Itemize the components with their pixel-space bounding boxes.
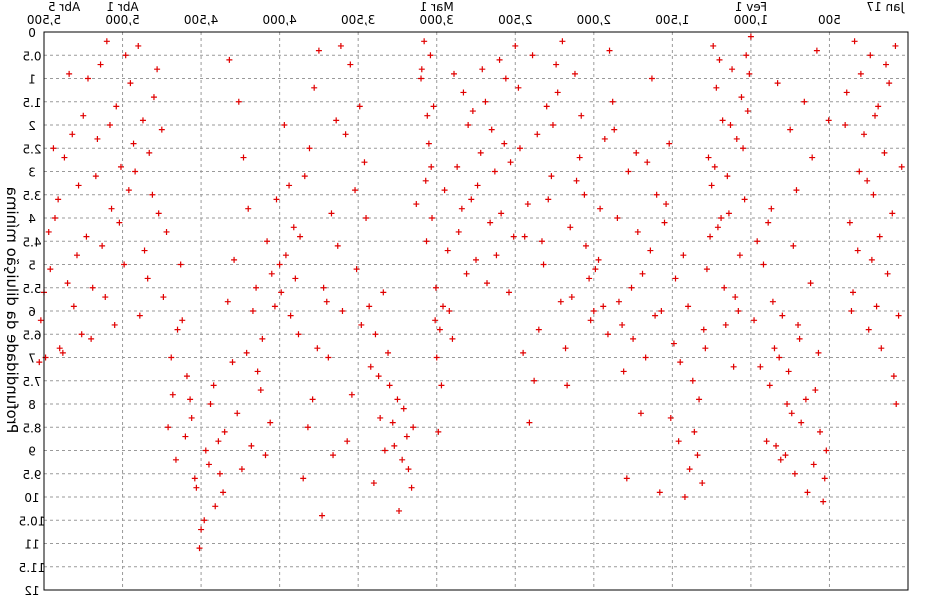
y-tick-label: 4 [28, 212, 36, 226]
y-tick-label: 9 [28, 444, 36, 459]
date-tick-label: Abr 1 [106, 0, 139, 14]
y-tick-label: 2 [28, 119, 36, 133]
x-tick-label: 500 [818, 13, 841, 27]
x-tick-label: 1,000 [733, 13, 769, 27]
date-tick-label: Mar 1 [419, 0, 454, 14]
y-tick-label: 10.5 [18, 514, 46, 529]
y-tick-label: 9.5 [22, 467, 42, 482]
y-tick-label: 0 [28, 26, 36, 40]
x-tick-label: 4,000 [262, 13, 297, 27]
y-tick-label: 7 [28, 351, 36, 366]
x-tick-label: 5,500 [26, 13, 62, 27]
date-tick-label: Jan 17 [866, 0, 904, 14]
x-tick-label: 1,500 [655, 13, 690, 27]
y-tick-label: 11 [24, 537, 40, 552]
data-point [36, 359, 42, 365]
y-tick-label: 1.5 [22, 95, 42, 110]
y-tick-label: 12 [24, 584, 40, 598]
y-tick-label: 10 [24, 491, 40, 505]
y-tick-label: 4.5 [22, 235, 42, 250]
y-tick-label: 6.5 [22, 328, 42, 343]
x-tick-labels [27, 13, 841, 27]
date-tick-labels [48, 0, 905, 14]
y-tick-label: 7.5 [22, 374, 42, 389]
y-tick-label: 2.5 [22, 142, 42, 157]
x-tick-label: 3,000 [419, 13, 454, 27]
y-tick-label: 11.5 [18, 560, 46, 575]
x-tick-label: 2,000 [576, 13, 611, 27]
y-tick-label: 5.5 [22, 281, 42, 296]
x-tick-label: 3,500 [341, 13, 376, 27]
date-tick-label: Fev 1 [734, 0, 768, 14]
y-tick-labels [19, 26, 46, 598]
y-tick-label: 8 [28, 398, 36, 412]
y-tick-label: 3 [28, 165, 36, 180]
y-tick-label: 6 [28, 305, 36, 319]
y-tick-label: 3.5 [22, 188, 42, 203]
x-tick-label: 2,500 [498, 13, 533, 27]
x-tick-label: 5,000 [105, 13, 140, 27]
y-tick-label: 8.5 [22, 421, 42, 436]
x-tick-label: 4,500 [183, 13, 219, 27]
y-tick-label: 1 [28, 72, 36, 87]
data-point [38, 317, 44, 323]
y-axis-label: Profundidade da diluição mínima [3, 186, 21, 434]
y-tick-label: 0.5 [22, 49, 42, 64]
date-tick-label: Abr 5 [48, 0, 81, 14]
y-tick-label: 5 [28, 258, 36, 273]
